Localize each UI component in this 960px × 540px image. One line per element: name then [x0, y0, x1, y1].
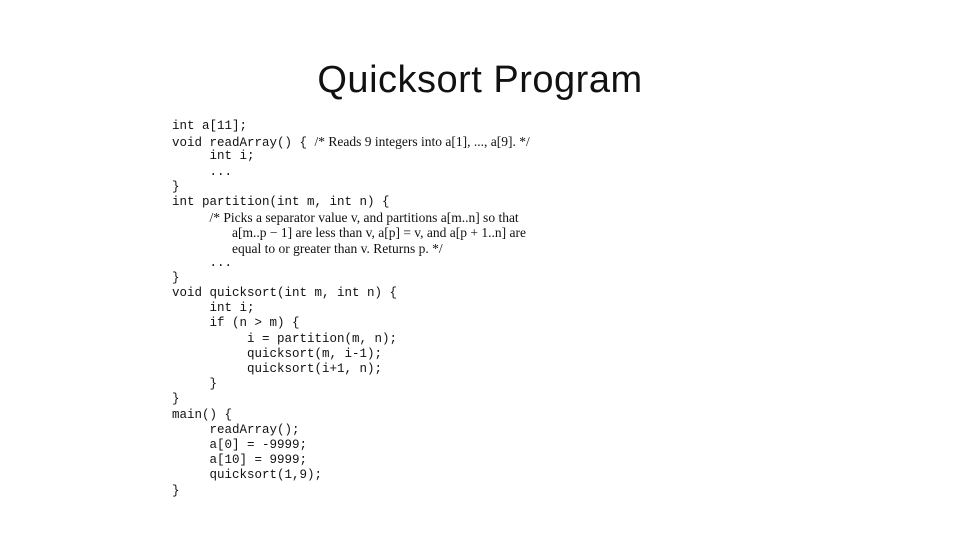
code-line	[172, 453, 732, 468]
code-comment: a[m..p − 1] are less than v, a[p] = v, and a[p + 1..n] are	[232, 225, 526, 241]
code-line	[172, 134, 732, 149]
code-text: ...	[172, 255, 233, 270]
code-line	[172, 271, 732, 286]
code-line	[172, 119, 732, 134]
code-text: ...	[172, 164, 233, 179]
code-listing	[172, 119, 732, 499]
code-text	[172, 243, 232, 257]
code-line	[172, 484, 732, 499]
code-text: int partition(int m, int n) {	[172, 194, 390, 209]
code-line	[172, 195, 732, 210]
code-line	[172, 210, 732, 225]
code-text: void readArray() {	[172, 136, 315, 151]
code-line	[172, 316, 732, 331]
code-text: }	[172, 270, 180, 285]
code-text: quicksort(1,9);	[172, 468, 323, 483]
code-text: }	[172, 179, 180, 194]
code-text: quicksort(m, i-1);	[172, 346, 383, 361]
code-line	[172, 241, 732, 256]
code-line	[172, 301, 732, 316]
code-line	[172, 468, 732, 483]
code-text: int i;	[172, 149, 255, 164]
slide-title: Quicksort Program	[317, 59, 643, 101]
code-text: int a[11];	[172, 119, 248, 133]
code-line	[172, 149, 732, 164]
code-line	[172, 165, 732, 180]
code-line	[172, 423, 732, 438]
code-line	[172, 408, 732, 423]
code-line	[172, 180, 732, 195]
code-line	[172, 256, 732, 271]
code-text: }	[172, 377, 218, 392]
code-line	[172, 362, 732, 377]
code-text: int i;	[172, 301, 255, 316]
code-line	[172, 347, 732, 362]
code-text	[172, 212, 210, 226]
code-text: a[0] = -9999;	[172, 437, 308, 452]
code-text	[172, 227, 232, 241]
code-text: readArray();	[172, 422, 300, 437]
code-line	[172, 392, 732, 407]
code-line	[172, 377, 732, 392]
code-text: if (n > m) {	[172, 316, 300, 331]
code-line	[172, 438, 732, 453]
code-text: a[10] = 9999;	[172, 453, 308, 468]
code-text: void quicksort(int m, int n) {	[172, 286, 398, 301]
code-text: }	[172, 392, 180, 407]
code-text: i = partition(m, n);	[172, 331, 398, 346]
code-comment: equal to or greater than v. Returns p. */	[232, 240, 443, 256]
code-line	[172, 286, 732, 301]
code-comment: /* Reads 9 integers into a[1], ..., a[9]. */	[314, 134, 530, 150]
code-text: quicksort(i+1, n);	[172, 362, 383, 376]
code-text: }	[172, 483, 180, 498]
code-text: main() {	[172, 407, 233, 422]
code-line	[172, 332, 732, 347]
code-comment: /* Picks a separator value v, and partitions a[m..n] so that	[209, 210, 519, 226]
code-line	[172, 225, 732, 240]
